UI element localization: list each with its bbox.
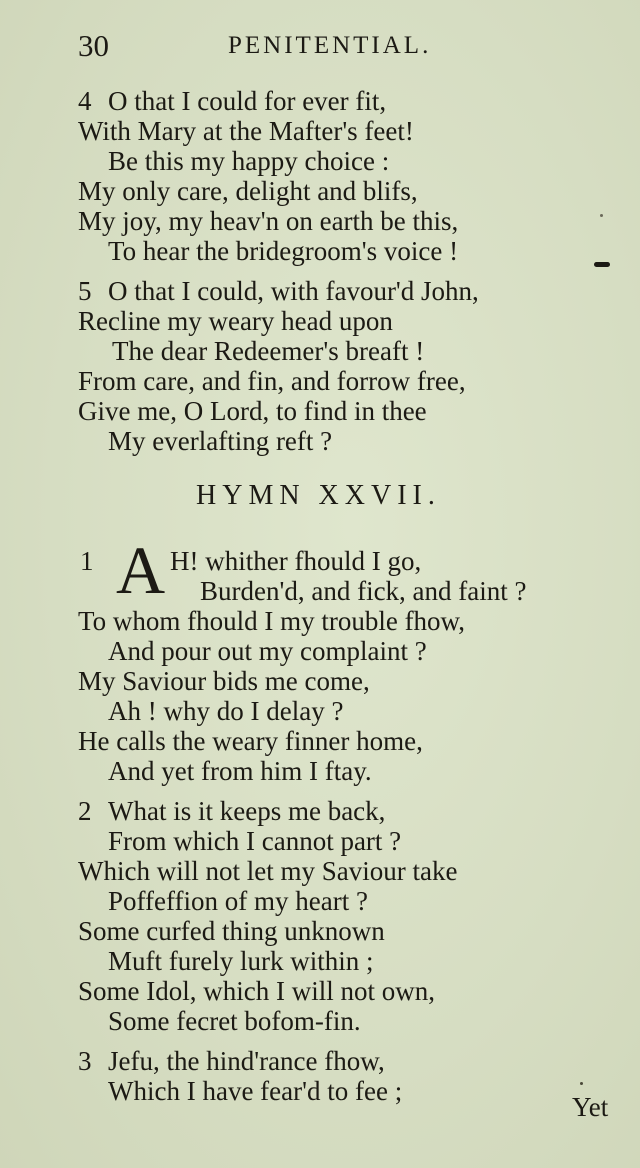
verse-line: Give me, O Lord, to find in thee [78, 396, 427, 426]
running-head: PENITENTIAL. [228, 32, 432, 59]
verse-line: O that I could for ever fit, [108, 86, 387, 116]
ink-speck [600, 214, 603, 217]
verse-line: Some Idol, which I will not own, [78, 976, 435, 1006]
verse-line: Poffeffion of my heart ? [108, 886, 368, 916]
verse-number: 1 [80, 546, 94, 576]
verse-line: H! whither fhould I go, [170, 546, 422, 576]
verse-line: Be this my happy choice : [108, 146, 390, 176]
verse-line: My joy, my heav'n on earth be this, [78, 206, 459, 236]
verse-line: Some fecret bofom-fin. [108, 1006, 361, 1036]
verse-line: Some curfed thing unknown [78, 916, 385, 946]
verse-line: Which I have fear'd to fee ; [108, 1076, 403, 1106]
verse-line: Recline my weary head upon [78, 306, 393, 336]
catchword: Yet [572, 1092, 609, 1122]
verse-number: 2 [78, 796, 92, 826]
verse-number: 4 [78, 86, 92, 116]
verse-line: Burden'd, and fick, and faint ? [200, 576, 527, 606]
verse-line: And yet from him I ftay. [108, 756, 372, 786]
page-number: 30 [78, 28, 109, 63]
verse-line: Which will not let my Saviour take [78, 856, 458, 886]
verse-line: My Saviour bids me come, [78, 666, 370, 696]
page-header [78, 28, 558, 62]
drop-cap: A [116, 532, 166, 608]
verse-line: O that I could, with favour'd John, [108, 276, 479, 306]
verse-line: To whom fhould I my trouble fhow, [78, 606, 466, 636]
verse-line: Ah ! why do I delay ? [108, 696, 344, 726]
verse-line: And pour out my complaint ? [108, 636, 427, 666]
verse-line: He calls the weary finner home, [78, 726, 423, 756]
hymn-title: HYMN XXVII. [196, 480, 441, 511]
verse-line: From care, and fin, and forrow free, [78, 366, 466, 396]
verse-line: From which I cannot part ? [108, 826, 402, 856]
verse-line: The dear Redeemer's breaft ! [112, 336, 425, 366]
verse-line: To hear the bridegroom's voice ! [108, 236, 459, 266]
verse-number: 3 [78, 1046, 92, 1076]
verse-number: 5 [78, 276, 92, 306]
verse-line: What is it keeps me back, [108, 796, 386, 826]
ink-speck [580, 1082, 583, 1085]
verse-line: My everlafting reft ? [108, 426, 333, 456]
verse-line: Muft furely lurk within ; [108, 946, 374, 976]
verse-line: Jefu, the hind'rance fhow, [108, 1046, 385, 1076]
verse-line: With Mary at the Mafter's feet! [78, 116, 414, 146]
verse-line: My only care, delight and blifs, [78, 176, 418, 206]
ink-mark [594, 262, 610, 267]
